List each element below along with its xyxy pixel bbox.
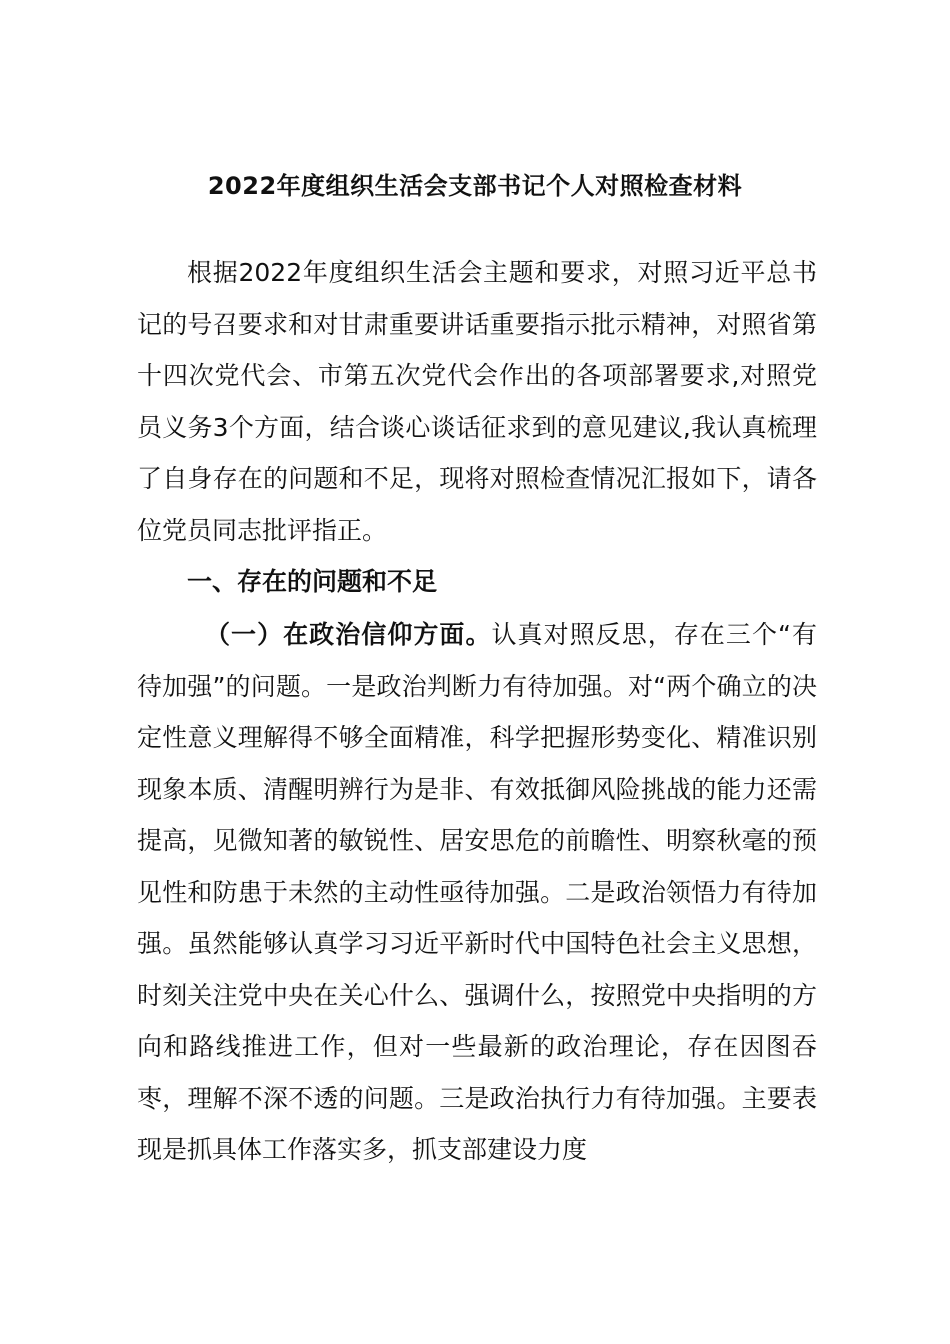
subsection-label: （一）在政治信仰方面。 bbox=[205, 620, 492, 649]
subsection-text: 认真对照反思，存在三个“有待加强”的问题。一是政治判断力有待加强。对“两个确立的决定性意义理解得不够全面精准，科学把握形势变化、精准识别现象本质、清醒明辨行为是非、有效抵御风险挑战的能力还需提高，见微知著的敏锐性、居安思危的前瞻性、明察秋毫的预见性和防患于未然的主动性亟待加强。二是政治领悟力有待加强。虽然能够认真学习习近平新时代中国特色社会主义思想，时刻关注党中央在关心什么、强调什么，按照党中央指明的方向和路线推进工作，但对一些最新的政治理论，存在因图吞枣，理解不深不透的问题。三是政治执行力有待加强。主要表现是抓具体工作落实多，抓支部建设力度 bbox=[137, 620, 817, 1164]
intro-paragraph: 根据2022年度组织生活会主题和要求，对照习近平总书记的号召要求和对甘肃重要讲话重要指示批示精神，对照省第十四次党代会、市第五次党代会作出的各项部署要求,对照党员义务3个方面，结合谈心谈话征求到的意见建议,我认真梳理了自身存在的问题和不足，现将对照检查情况汇报如下，请各位党员同志批评指正。 bbox=[137, 258, 817, 545]
document-title: 2022年度组织生活会支部书记个人对照检查材料 bbox=[207, 172, 743, 200]
section-heading: 一、存在的问题和不足 bbox=[187, 567, 438, 596]
subsection-paragraph bbox=[137, 609, 817, 1176]
